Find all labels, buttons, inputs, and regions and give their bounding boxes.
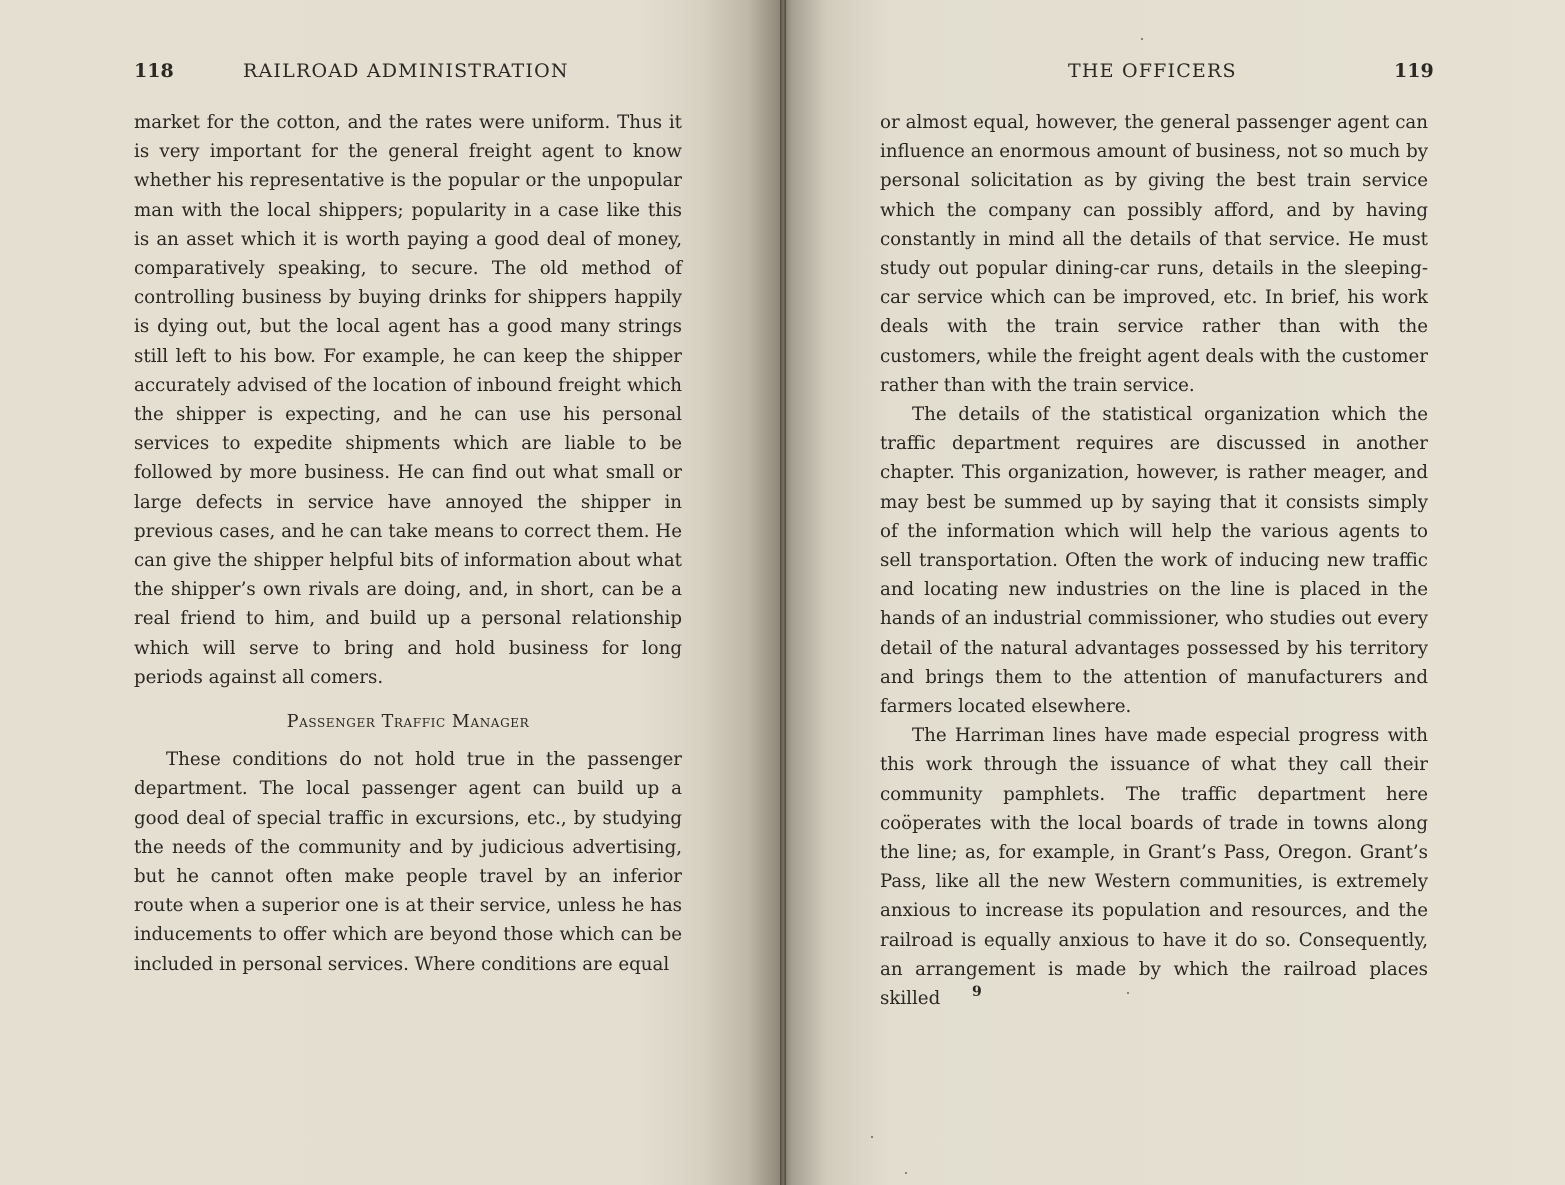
signature-mark: 9 (972, 984, 982, 1000)
paper-speck (871, 1136, 873, 1138)
right-page-body (880, 108, 1428, 1013)
left-page-body (134, 108, 682, 979)
right-paragraph-3: The Harriman lines have made especial progress with this work through the issuance of what they call their community pamphlets. The traffic department here coöperates with the local boards of trade in towns along the line; as, for example, in Grant’s Pass, Oregon. Grant’s Pass, like all the new Western communities, is extremely anxious to increase its population and resources, and the railroad is equally anxious to have it do so. Consequently, an arrangement is made by which the railroad places skilled (880, 725, 1428, 1010)
book-gutter (780, 0, 786, 1185)
left-paragraph-2: These conditions do not hold true in the passenger department. The local passenger agent can build up a good deal of special traffic in excursions, etc., by studying the needs of the community and by judicious advertising, but he cannot often make people travel by an inferior route when a superior one is at their service, unless he has inducements to offer which are beyond those which can be included in personal services. Where conditions are equal (134, 749, 682, 975)
paper-speck (1127, 992, 1129, 994)
left-running-head (134, 60, 174, 82)
right-paragraph-1: or almost equal, however, the general passenger agent can influence an enormous amount of business, not so much by personal solicitation as by giving the best train service which the company can possibly afford, and by having constantly in mind all the details of that service. He must study out popular dining-car runs, details in the sleeping-car service which can be improved, etc. In brief, his work deals with the train service rather than with the customers, while the freight agent deals with the customer rather than with the train service. (880, 112, 1428, 396)
paper-speck (1141, 38, 1143, 40)
left-page-number: 118 (134, 60, 174, 82)
right-running-title: THE OFFICERS (1068, 60, 1237, 82)
section-heading: Passenger Traffic Manager (286, 712, 530, 733)
right-paragraph-2: The details of the statistical organization which the traffic department requires are discussed in another chapter. This organization, however, is rather meager, and may best be summed up by saying that it consists simply of the information which will help the various agents to sell transportation. Often the work of inducing new traffic and locating new industries on the line is placed in the hands of an industrial commissioner, who studies out every detail of the natural advantages possessed by his territory and brings them to the attention of manufacturers and farmers located elsewhere. (880, 404, 1428, 718)
right-page-number: 119 (1394, 60, 1434, 82)
paper-speck (905, 1172, 907, 1174)
right-running-head (1394, 60, 1434, 82)
left-running-title: RAILROAD ADMINISTRATION (243, 60, 569, 82)
left-paragraph-1: market for the cotton, and the rates were uniform. Thus it is very important for the general freight agent to know whether his representative is the popular or the unpopular man with the local shippers; popularity in a case like this is an asset which it is worth paying a good deal of money, comparatively speaking, to secure. The old method of controlling business by buying drinks for shippers happily is dying out, but the local agent has a good many strings still left to his bow. For example, he can keep the shipper accurately advised of the location of inbound freight which the shipper is expecting, and he can use his personal services to expedite shipments which are liable to be followed by more business. He can find out what small or large defects in service have annoyed the shipper in previous cases, and he can take means to correct them. He can give the shipper helpful bits of information about what the shipper’s own rivals are doing, and, in short, can be a real friend to him, and build up a personal relationship which will serve to bring and hold business for long periods against all comers. (134, 112, 682, 688)
